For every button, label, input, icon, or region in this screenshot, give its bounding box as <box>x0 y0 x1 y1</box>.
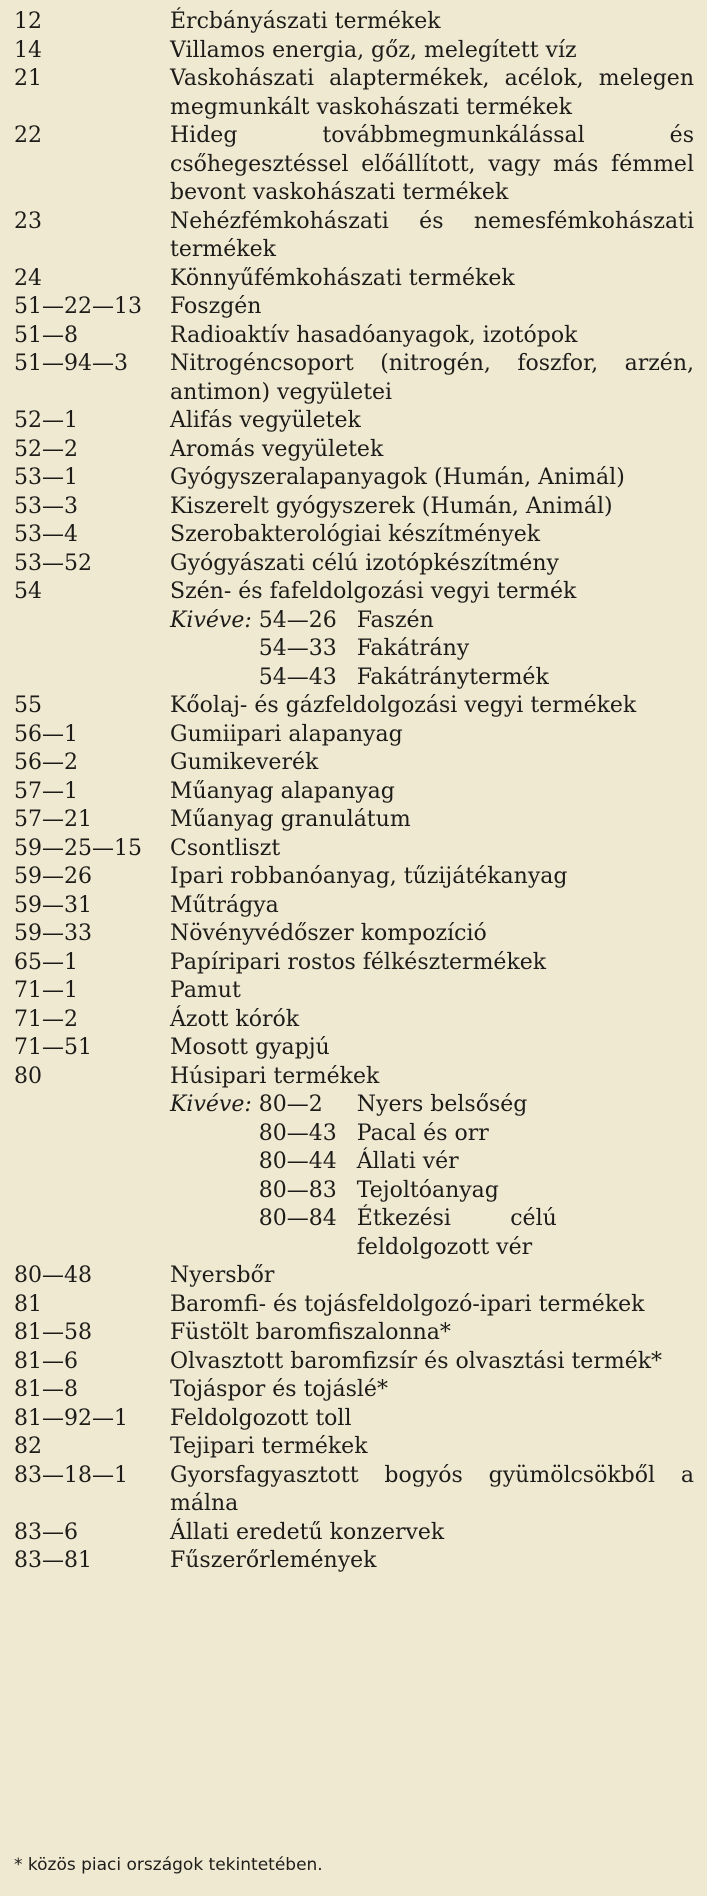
product-code-list <box>14 8 694 1576</box>
item-code: 82 <box>14 1434 42 1459</box>
list-item <box>14 920 694 949</box>
item-description: Nyersbőr <box>170 1263 275 1288</box>
exception-description: Fakátrány <box>356 636 470 661</box>
exception-code: 54—26 <box>258 607 337 633</box>
item-code: 81—6 <box>14 1348 78 1374</box>
item-description: Pamut <box>170 978 241 1003</box>
list-item <box>14 1433 694 1462</box>
exception-code: 54—33 <box>258 636 337 661</box>
item-description: Hideg továbbmegmunkálással és csőhegesztéssel előállított, vagy más fémmel bevont vaskohászati termékek <box>170 123 694 205</box>
exception-code: 80—2 <box>258 1092 323 1117</box>
item-description: Gumikeverék <box>170 750 319 775</box>
list-item <box>14 1405 694 1434</box>
exception-description: Faszén <box>356 607 434 633</box>
item-description: Radioaktív hasadóanyagok, izotópok <box>170 322 578 348</box>
item-description: Műtrágya <box>170 892 279 918</box>
exception-description: Étkezési célú feldolgozott vér <box>356 1206 557 1260</box>
item-code: 81 <box>14 1291 42 1317</box>
list-item <box>14 1376 694 1405</box>
item-description: Nehézfémkohászati és nemesfémkohászati termékek <box>170 208 694 262</box>
item-description: Fűszerőrlemények <box>170 1548 377 1573</box>
exceptions-label: Kivéve: <box>170 1092 252 1117</box>
item-description: Alifás vegyületek <box>170 408 361 433</box>
item-code: 24 <box>14 265 42 291</box>
item-description: Ipari robbanóanyag, tűzijátékanyag <box>170 864 568 889</box>
item-description: Gumiipari alapanyag <box>170 721 403 747</box>
list-item <box>14 1462 694 1519</box>
exception-code: 80—84 <box>258 1206 337 1231</box>
item-code: 71—2 <box>14 1006 78 1032</box>
list-item <box>14 692 694 721</box>
list-item <box>14 863 694 892</box>
item-description-block <box>170 1063 694 1263</box>
item-description: Gyorsfagyasztott bogyós gyümölcsökből a málna <box>170 1462 694 1516</box>
item-description: Műanyag granulátum <box>170 807 411 832</box>
exception-item <box>259 1120 557 1149</box>
item-code: 53—4 <box>14 522 78 547</box>
item-description: Növényvédőszer kompozíció <box>170 921 487 946</box>
item-code: 56—2 <box>14 750 78 775</box>
exception-code: 80—83 <box>258 1177 337 1203</box>
list-item <box>14 550 694 579</box>
item-description: Villamos energia, gőz, melegített víz <box>170 37 577 63</box>
item-code: 59—31 <box>14 892 92 918</box>
item-code: 56—1 <box>14 721 78 747</box>
list-item <box>14 464 694 493</box>
list-item <box>14 1319 694 1348</box>
item-code: 55 <box>14 693 42 718</box>
item-description-block <box>170 578 694 692</box>
item-code: 52—2 <box>14 436 78 462</box>
item-code: 14 <box>14 37 42 63</box>
item-code: 59—25—15 <box>14 835 142 861</box>
item-description: Mosott gyapjú <box>170 1035 330 1060</box>
list-item <box>14 322 694 351</box>
list-item <box>14 436 694 465</box>
item-description: Feldolgozott toll <box>170 1405 352 1431</box>
item-code: 81—8 <box>14 1377 78 1402</box>
item-description: Gyógyszeralapanyagok (Humán, Animál) <box>170 465 625 490</box>
list-item <box>14 977 694 1006</box>
item-code: 81—58 <box>14 1320 92 1345</box>
exception-item <box>259 607 549 636</box>
list-item <box>14 208 694 265</box>
list-item <box>14 1262 694 1291</box>
list-item <box>14 1519 694 1548</box>
list-item <box>14 37 694 66</box>
item-description: Csontliszt <box>170 835 281 861</box>
list-item <box>14 122 694 208</box>
exception-item <box>259 1177 557 1206</box>
item-code: 83—18—1 <box>14 1462 128 1488</box>
item-description: Füstölt baromfiszalonna* <box>170 1320 451 1345</box>
item-description: Szén- és fafeldolgozási vegyi termék <box>170 579 577 604</box>
exception-description: Pacal és orr <box>356 1120 489 1146</box>
item-code: 23 <box>14 208 42 234</box>
list-item <box>14 293 694 322</box>
exceptions-list <box>259 607 549 693</box>
item-description: Foszgén <box>170 294 262 319</box>
item-code: 51—94—3 <box>14 351 128 376</box>
exception-item <box>259 1205 557 1262</box>
item-code: 83—6 <box>14 1519 78 1545</box>
item-code: 57—1 <box>14 778 78 804</box>
item-description: Gyógyászati célú izotópkészítmény <box>170 550 559 576</box>
footnote: * közös piaci országok tekintetében. <box>14 1855 323 1875</box>
exception-description: Fakátránytermék <box>356 664 549 690</box>
list-item <box>14 265 694 294</box>
list-item <box>14 350 694 407</box>
item-code: 71—51 <box>14 1035 92 1060</box>
exception-item <box>259 635 549 664</box>
list-item <box>14 521 694 550</box>
item-code: 54 <box>14 579 42 604</box>
item-code: 51—8 <box>14 322 78 348</box>
item-description: Nitrogéncsoport (nitrogén, foszfor, arzén, antimon) vegyületei <box>170 351 694 405</box>
item-code: 21 <box>14 66 42 91</box>
exception-code: 80—44 <box>258 1149 337 1174</box>
list-item <box>14 892 694 921</box>
item-code: 22 <box>14 123 42 148</box>
exceptions-list <box>259 1091 557 1262</box>
list-item <box>14 1063 694 1263</box>
item-code: 51—22—13 <box>14 294 142 319</box>
exceptions-block <box>170 1091 694 1262</box>
list-item <box>14 1034 694 1063</box>
item-code: 12 <box>14 9 42 34</box>
item-code: 59—33 <box>14 921 92 946</box>
item-description: Állati eredetű konzervek <box>170 1519 445 1545</box>
list-item <box>14 721 694 750</box>
item-description: Tojáspor és tojáslé* <box>170 1377 388 1402</box>
list-item <box>14 493 694 522</box>
list-item <box>14 749 694 778</box>
list-item <box>14 1006 694 1035</box>
list-item <box>14 835 694 864</box>
list-item <box>14 8 694 37</box>
item-code: 53—52 <box>14 550 92 576</box>
item-description: Ázott kórók <box>170 1006 300 1032</box>
exception-description: Tejoltóanyag <box>356 1177 499 1203</box>
exception-item <box>259 664 549 693</box>
item-description: Kőolaj- és gázfeldolgozási vegyi termékek <box>170 693 637 718</box>
item-description: Könnyűfémkohászati termékek <box>170 265 515 291</box>
list-item <box>14 1291 694 1320</box>
item-code: 52—1 <box>14 408 78 433</box>
item-code: 81—92—1 <box>14 1405 128 1431</box>
item-code: 80—48 <box>14 1263 92 1288</box>
item-description: Szerobakterológiai készítmények <box>170 522 541 547</box>
list-item <box>14 949 694 978</box>
list-item <box>14 1547 694 1576</box>
list-item <box>14 65 694 122</box>
item-description: Húsipari termékek <box>170 1063 380 1089</box>
item-code: 53—1 <box>14 465 78 490</box>
item-description: Baromfi- és tojásfeldolgozó-ipari termékek <box>170 1291 645 1317</box>
exception-item <box>259 1148 557 1177</box>
exception-code: 54—43 <box>258 664 337 690</box>
item-code: 80 <box>14 1063 42 1089</box>
exceptions-block <box>170 607 694 693</box>
item-code: 65—1 <box>14 949 78 975</box>
exception-item <box>259 1091 557 1120</box>
item-description: Papíripari rostos félkésztermékek <box>170 949 547 975</box>
exception-description: Állati vér <box>356 1149 459 1174</box>
item-description: Ércbányászati termékek <box>170 9 441 34</box>
item-description: Vaskohászati alaptermékek, acélok, melegen megmunkált vaskohászati termékek <box>170 66 694 120</box>
exception-code: 80—43 <box>258 1120 337 1146</box>
item-description: Kiszerelt gyógyszerek (Humán, Animál) <box>170 493 613 519</box>
exceptions-label: Kivéve: <box>170 607 252 633</box>
exception-description: Nyers belsőség <box>356 1092 528 1117</box>
list-item <box>14 778 694 807</box>
item-code: 83—81 <box>14 1548 92 1573</box>
item-code: 57—21 <box>14 807 92 832</box>
list-item <box>14 1348 694 1377</box>
list-item <box>14 407 694 436</box>
item-description: Olvasztott baromfizsír és olvasztási termék* <box>170 1348 663 1374</box>
item-code: 71—1 <box>14 978 78 1003</box>
list-item <box>14 806 694 835</box>
item-description: Tejipari termékek <box>170 1434 368 1459</box>
list-item <box>14 578 694 692</box>
item-description: Aromás vegyületek <box>170 436 384 462</box>
item-code: 53—3 <box>14 493 78 519</box>
item-code: 59—26 <box>14 864 92 889</box>
item-description: Műanyag alapanyag <box>170 778 395 804</box>
